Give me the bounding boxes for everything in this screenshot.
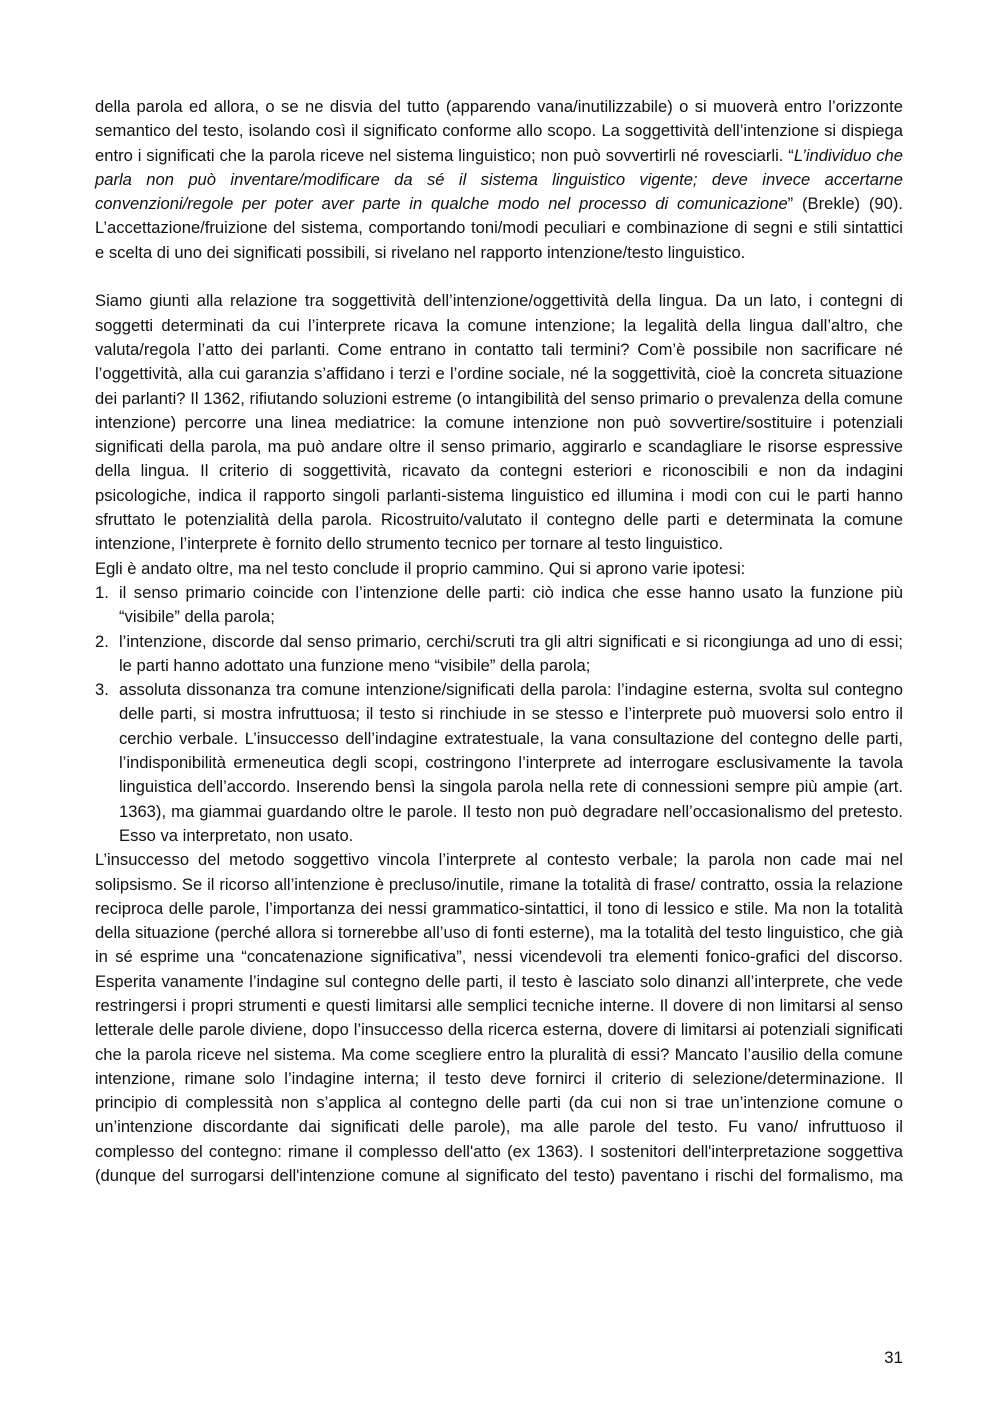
list-item-number: 2. [95,631,109,651]
list-item [95,581,903,630]
brekle-quote: L’individuo che parla non può inventare/modificare da sé il sistema linguistico vigente; deve invece accertarne convenzioni/regole per poter aver parte in qualche modo nel processo di comunicazione [95,145,903,214]
paragraph-relation: Siamo giunti alla relazione tra soggettività dell’intenzione/oggettività della lingua. Da un lato, i contegni di soggetti determinati da cui l’interprete ricava la comune intenzione; la legalità della lingua dall’altro, che valuta/regola l’atto dei parlanti. Come entrano in contatto tali termini? Com’è possibile non sacrificare né l’oggettività, alla cui garanzia s’affidano i terzi e l’ordine sociale, né la soggettività, cioè la concreta situazione dei parlanti? Il 1362, rifiutando soluzioni estreme (o intangibilità del senso primario o prevalenza della comune intenzione) percorre una linea mediatrice: la comune intenzione non può sovvertire/sostituire i potenziali significati della parola, ma può andare oltre il senso primario, aggirarlo e scandagliare le risorse espressive della lingua. Il criterio di soggettività, ricavato da contegni esteriori e riconoscibili e non da indagini psicologiche, indica il rapporto singoli parlanti-sistema linguistico ed illumina i modi con cui le parti hanno sfruttato le potenzialità della parola. Ricostruito/valutato il contegno delle parti e determinata la comune intenzione, l’interprete è fornito dello strumento tecnico per tornare al testo linguistico. [95,291,903,554]
list-item [95,630,903,679]
hypotheses-list [95,581,903,848]
list-item [95,678,903,848]
list-item-text: il senso primario coincide con l’intenzione delle parti: ciò indica che esse hanno usato la funzione più “visibile” della parola; [119,582,903,627]
list-item-text: l’intenzione, discorde dal senso primario, cerchi/scruti tra gli altri significati e si ricongiunga ad uno di essi; le parti hanno adottato una funzione meno “visibile” della parola; [119,631,903,675]
paragraph-intro [95,95,903,265]
paragraph-intro-text-end: ” (Brekle) (90). L’accettazione/fruizione del sistema, comportando toni/modi peculiari e combinazione di segni e stili sintattici e scelta di uno dei significati possibili, si rivelano nel rapporto intenzione/testo linguistico. [95,194,903,262]
list-item-number: 3. [95,680,109,700]
list-item-number: 1. [95,582,109,602]
document-body [95,95,903,1188]
paragraph-hypotheses-intro: Egli è andato oltre, ma nel testo conclude il proprio cammino. Qui si aprono varie ipotesi: [95,558,746,578]
page-number: 31 [884,1348,903,1367]
list-item-text: assoluta dissonanza tra comune intenzione/significati della parola: l’indagine esterna, svolta sul contegno delle parti, si mostra infruttuosa; il testo si rinchiude in se stesso e l’interprete può muoversi solo entro il cerchio verbale. L’insuccesso dell’indagine extratestuale, la vana consultazione del contegno delle parti, l’indisponibilità ermeneutica degli scopi, costringono l’interprete ad interrogare esclusivamente la tavola linguistica dell’accordo. Inserendo bensì la singola parola nella rete di connessioni sempre più ampie (art. 1363), ma giammai guardando oltre le parole. Il testo non può degradare nell’occasionalismo del pretesto. Esso va interpretato, non usato. [119,680,903,845]
paragraph-verbal-context: L’insuccesso del metodo soggettivo vincola l’interprete al contesto verbale; la parola non cade mai nel solipsismo. Se il ricorso all’intenzione è precluso/inutile, rimane la totalità di frase/ contratto, ossia la relazione reciproca delle parole, l’importanza dei nessi grammatico-sintattici, il tono di lessico e stile. Ma non la totalità della situazione (perché allora si tornerebbe all’uso di fonti esterne), ma la totalità del testo linguistico, che già in sé esprime una “concatenazione significativa”, nessi vicendevoli tra elementi fonico-grafici del discorso. Esperita vanamente l’indagine sul contegno delle parti, il testo è lasciato solo dinanzi all’interprete, che vede restringersi i propri strumenti e questi limitarsi alle semplici tecniche interne. Il dovere di non limitarsi al senso letterale delle parole diviene, dopo l’insuccesso della ricerca esterna, dovere di limitarsi ai potenziali significati che la parola riceve nel sistema. Ma come scegliere entro la pluralità di essi? Mancato l’ausilio della comune intenzione, rimane solo l’indagine interna; il testo deve fornirci il criterio di selezione/determinazione. Il principio di complessità non s’applica al contegno delle parti (da cui non si trae un’intenzione comune o un’intenzione discordante dai significati delle parole), ma alle parole del testo. Fu vano/ infruttuoso il complesso del contegno: rimane il complesso dell'atto (ex 1363). I sostenitori dell'interpretazione soggettiva (dunque del surrogarsi dell'intenzione comune al significato del testo) paventano i rischi del formalismo, ma [95,850,903,1186]
paragraph-intro-text: della parola ed allora, o se ne disvia del tutto (apparendo vana/inutilizzabile) o si muoverà entro l’orizzonte semantico del testo, isolando così il significato conforme allo scopo. La soggettività dell’intenzione si dispiega entro i significati che la parola riceve nel sistema linguistico; non può sovvertirli né rovesciarli. “ [95,97,903,165]
